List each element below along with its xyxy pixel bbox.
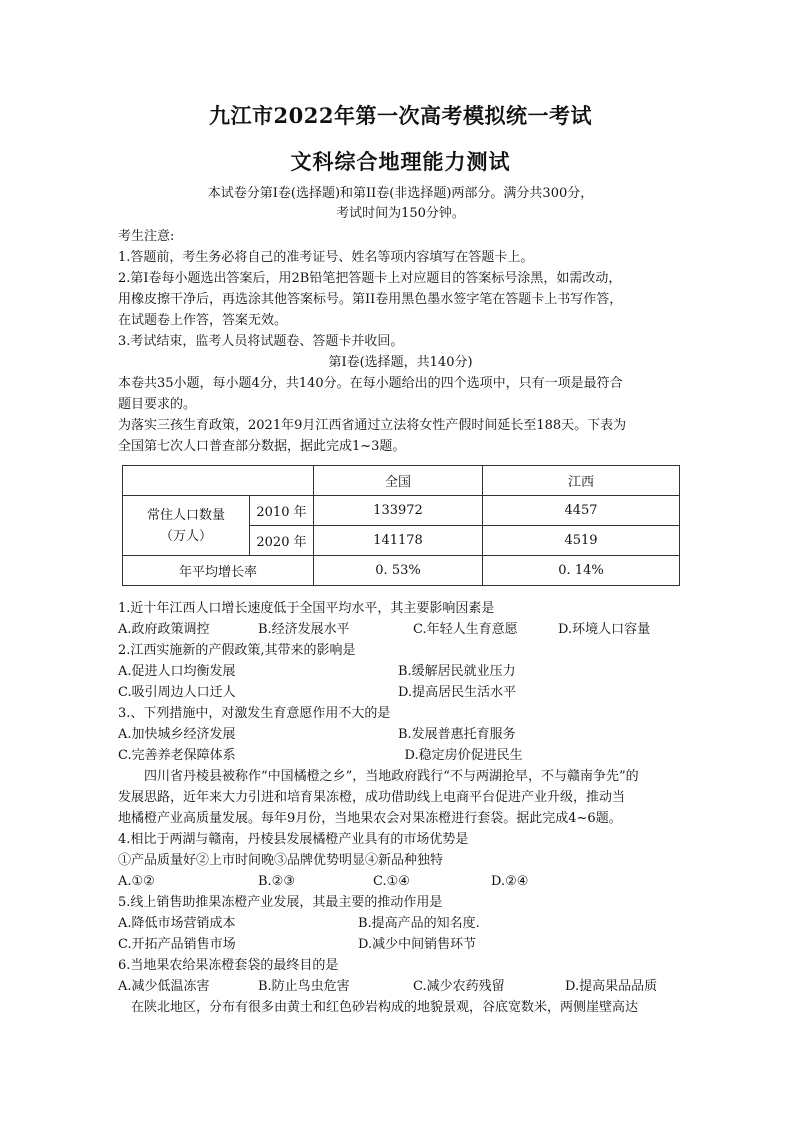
question-statements: ①产品质量好②上市时间晚③品牌优势明显④新品种独特 — [118, 853, 444, 868]
question-options — [118, 724, 683, 745]
table-header-row — [123, 466, 680, 496]
exam-title: 九江市2022年第一次高考模拟统一考试 — [209, 103, 592, 128]
exam-intro — [118, 184, 683, 224]
table-header-national: 全国 — [314, 466, 483, 496]
option-c: C.年轻人生育意愿 — [413, 622, 518, 637]
question-2 — [118, 640, 683, 703]
question-options — [118, 976, 683, 997]
material-text: 在陕北地区，分布有很多由黄土和红色砂岩构成的地貌景观，谷底宽数米，两侧崖壁高达 — [131, 1000, 639, 1015]
option-d: D.提高居民生活水平 — [398, 685, 517, 700]
material-text: 为落实三孩生育政策，2021年9月江西省通过立法将女性产假时间延长至188天。下表为 — [118, 418, 627, 433]
option-b: B.经济发展水平 — [258, 622, 350, 637]
option-b: B.发展普惠托育服务 — [398, 727, 516, 742]
option-a: A.加快城乡经济发展 — [118, 727, 236, 742]
question-options — [118, 871, 683, 892]
option-c: C.完善养老保障体系 — [118, 748, 236, 763]
question-options — [118, 619, 683, 640]
table-year-cell: 2020 年 — [250, 526, 314, 556]
notice-heading: 考生注意: — [118, 229, 175, 244]
table-cell: 4519 — [483, 526, 680, 556]
table-header-jiangxi: 江西 — [483, 466, 680, 496]
table-cell: 0. 53% — [314, 556, 483, 586]
material-text: 全国第七次人口普查部分数据，据此完成1~3题。 — [118, 439, 406, 454]
question-stem: 6.当地果农给果冻橙套袋的最终目的是 — [118, 958, 339, 973]
option-c: C.减少农药残留 — [413, 979, 505, 994]
intro-line: 本试卷分第I卷(选择题)和第II卷(非选择题)两部分。满分共300分， — [207, 186, 594, 201]
option-d: D.稳定房价促进民生 — [404, 748, 523, 763]
exam-page — [118, 100, 683, 1018]
row-label-line: 常住人口数量 — [146, 507, 225, 523]
question-stem: 4.相比于两湖与赣南，丹棱县发展橘橙产业具有的市场优势是 — [118, 832, 469, 847]
option-b: B.缓解居民就业压力 — [398, 664, 516, 679]
section-heading: 第I卷(选择题，共140分) — [328, 355, 473, 370]
question-options — [118, 934, 683, 955]
table-cell: 141178 — [314, 526, 483, 556]
notice-item: 3.考试结束，监考人员将试题卷、答题卡并收回。 — [118, 334, 404, 349]
population-table — [122, 465, 680, 586]
question-1 — [118, 598, 683, 640]
material-2 — [118, 766, 683, 829]
question-5 — [118, 892, 683, 955]
question-3 — [118, 703, 683, 766]
option-b: B.②③ — [258, 874, 295, 889]
option-d: D.②④ — [491, 874, 529, 889]
intro-line: 考试时间为150分钟。 — [336, 206, 465, 221]
question-6 — [118, 955, 683, 997]
question-stem: 3.、下列措施中，对激发生育意愿作用不大的是 — [118, 706, 391, 721]
table-cell: 133972 — [314, 496, 483, 526]
table-cell: 4457 — [483, 496, 680, 526]
section-description: 本卷共35小题，每小题4分，共140分。在每小题给出的四个选项中，只有一项是最符合 — [118, 376, 623, 391]
question-options — [118, 745, 683, 766]
option-d: D.减少中间销售环节 — [358, 937, 477, 952]
material-text: 发展思路，近年来大力引进和培育果冻橙，成功借助线上电商平台促进产业升级，推动当 — [118, 790, 626, 805]
option-c: C.吸引周边人口迁人 — [118, 685, 236, 700]
table-blank-cell — [123, 466, 314, 496]
question-stem: 2.江西实施新的产假政策,其带来的影响是 — [118, 643, 356, 658]
notice-item: 2.第I卷每小题选出答案后，用2B铅笔把答题卡上对应题目的答案标号涂黑，如需改动， — [118, 271, 622, 286]
material-text: 地橘橙产业高质量发展。每年9月份，当地果农会对果冻橙进行套袋。据此完成4~6题。 — [118, 811, 622, 826]
option-a: A.降低市场营销成本 — [118, 916, 236, 931]
notice-item: 1.答题前，考生务必将自己的准考证号、姓名等项内容填写在答题卡上。 — [118, 250, 534, 265]
table-growth-label: 年平均增长率 — [123, 556, 314, 586]
option-a: A.政府政策调控 — [118, 622, 210, 637]
option-c: C.①④ — [373, 874, 410, 889]
table-row-label — [123, 496, 250, 556]
question-options — [118, 661, 683, 682]
row-label-line: （万人） — [159, 528, 212, 544]
material-text: 四川省丹棱县被称作“中国橘橙之乡”，当地政府践行“不与两湖抢早，不与赣南争先”的 — [144, 769, 639, 784]
exam-subtitle: 文科综合地理能力测试 — [290, 149, 511, 174]
option-c: C.开拓产品销售市场 — [118, 937, 236, 952]
question-options — [118, 913, 683, 934]
table-row — [123, 556, 680, 586]
option-b: B.提高产品的知名度. — [358, 916, 480, 931]
notice-item: 用橡皮擦干净后，再选涂其他答案标号。第II卷用黑色墨水签字笔在答题卡上书写作答， — [118, 292, 623, 307]
question-4 — [118, 829, 683, 892]
option-b: B.防止鸟虫危害 — [258, 979, 350, 994]
table-row — [123, 496, 680, 526]
notice-block — [118, 226, 683, 352]
table-cell: 0. 14% — [483, 556, 680, 586]
question-stem: 5.线上销售助推果冻橙产业发展，其最主要的推动作用是 — [118, 895, 443, 910]
table-year-cell: 2010 年 — [250, 496, 314, 526]
section-description: 题目要求的。 — [118, 397, 197, 412]
option-a: A.①② — [118, 874, 155, 889]
option-d: D.提高果品品质 — [565, 979, 658, 994]
question-options — [118, 682, 683, 703]
option-d: D.环境人口容量 — [558, 622, 651, 637]
question-stem: 1.近十年江西人口增长速度低于全国平均水平，其主要影响因素是 — [118, 601, 495, 616]
notice-item: 在试题卷上作答，答案无效。 — [118, 313, 288, 328]
option-a: A.减少低温冻害 — [118, 979, 210, 994]
option-a: A.促进人口均衡发展 — [118, 664, 236, 679]
